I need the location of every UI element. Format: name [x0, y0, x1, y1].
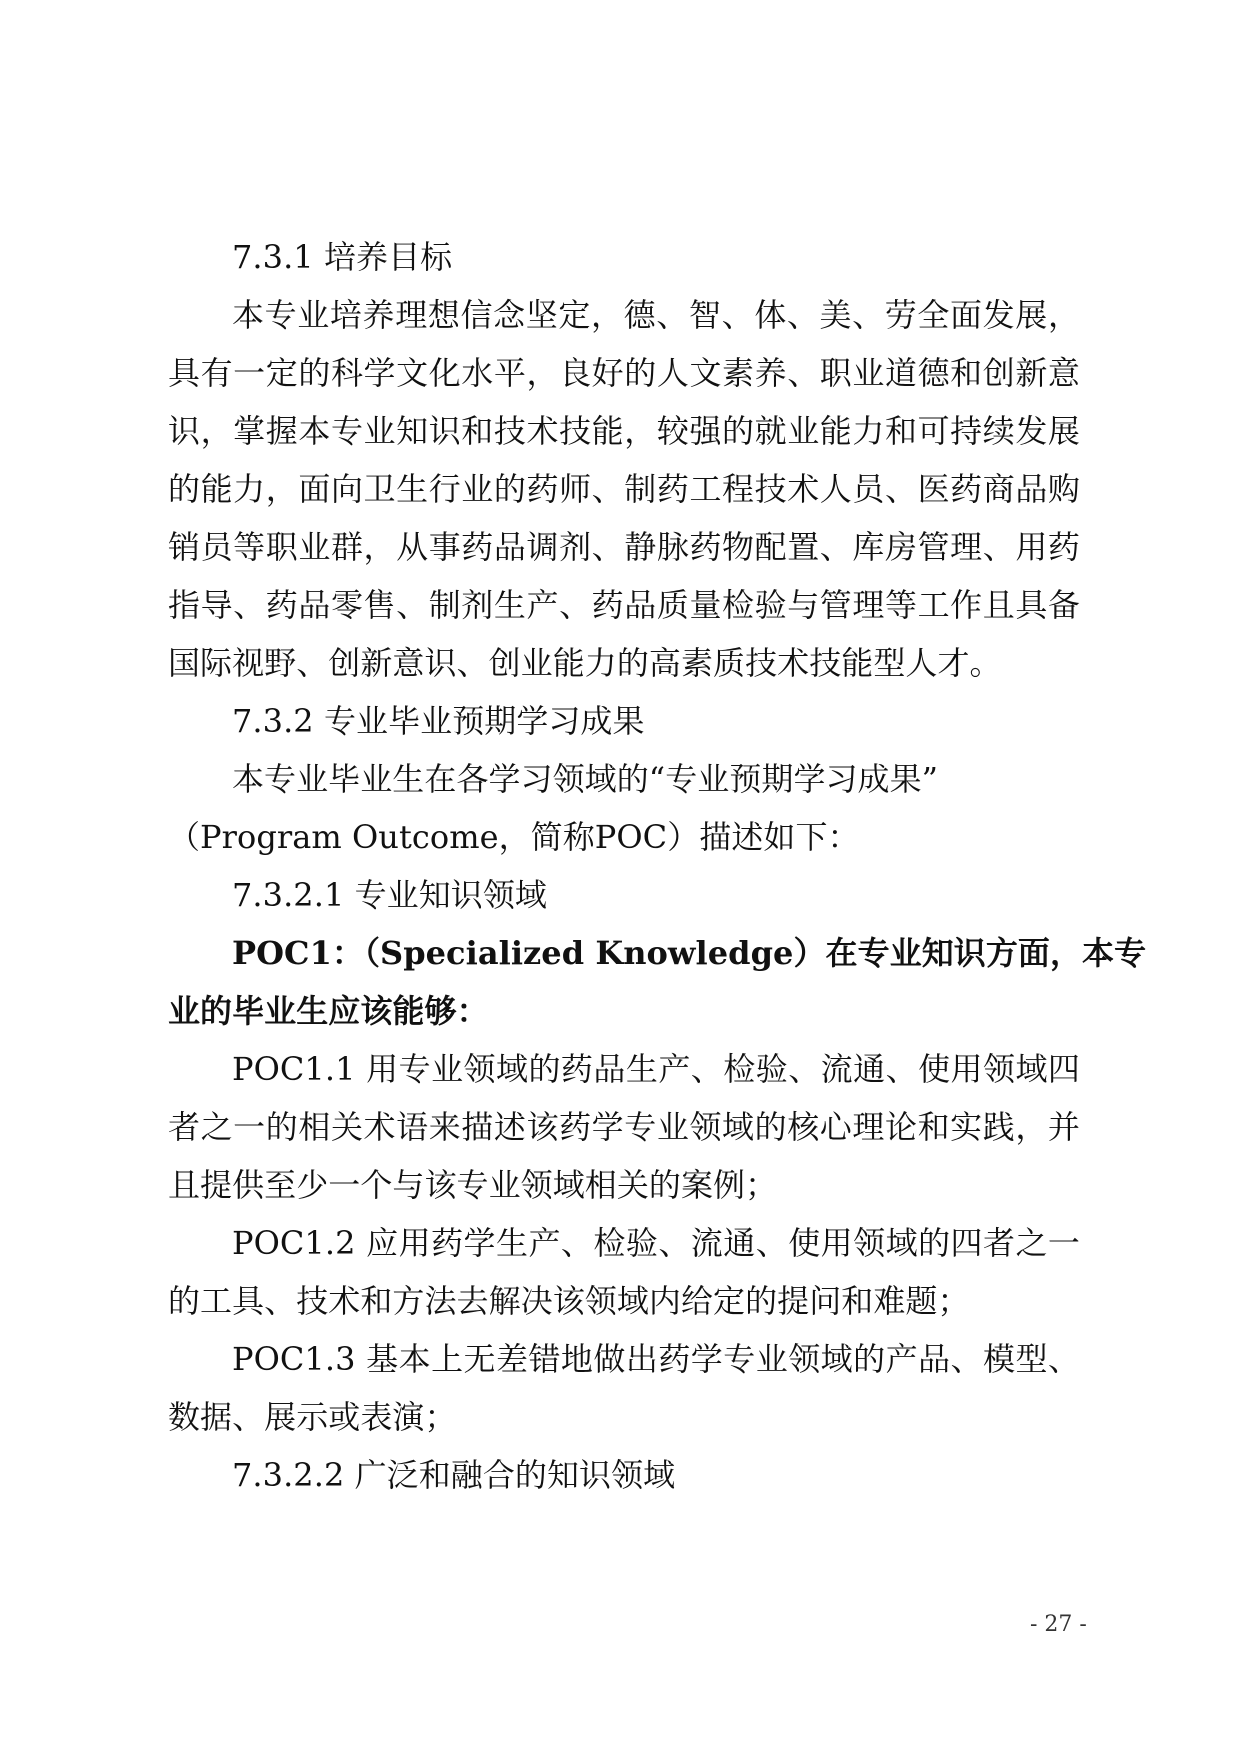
paragraph-line: 识，掌握本专业知识和技术技能，较强的就业能力和可持续发展	[168, 412, 1080, 450]
poc1-heading: POC1：（Specialized Knowledge）在专业知识方面，本专	[232, 934, 1147, 972]
paragraph-line: 国际视野、创新意识、创业能力的高素质技术技能型人才。	[168, 644, 1002, 682]
paragraph-line: 本专业培养理想信念坚定，德、智、体、美、劳全面发展，	[232, 296, 1080, 334]
paragraph-line: 销员等职业群，从事药品调剂、静脉药物配置、库房管理、用药	[168, 528, 1080, 566]
heading-7-3-2: 7.3.2 专业毕业预期学习成果	[232, 702, 645, 740]
paragraph-line: 的能力，面向卫生行业的药师、制药工程技术人员、医药商品购	[168, 470, 1080, 508]
poc1-1-item: 者之一的相关术语来描述该药学专业领域的核心理论和实践，并	[168, 1108, 1080, 1146]
poc1-1-item: POC1.1 用专业领域的药品生产、检验、流通、使用领域四	[232, 1050, 1080, 1088]
heading-7-3-2-1: 7.3.2.1 专业知识领域	[232, 876, 547, 914]
page-number: - 27 -	[1030, 1612, 1087, 1637]
poc1-2-item: 的工具、技术和方法去解决该领域内给定的提问和难题；	[168, 1282, 970, 1320]
paragraph-line: 具有一定的科学文化水平，良好的人文素养、职业道德和创新意	[168, 354, 1080, 392]
paragraph-line: 本专业毕业生在各学习领域的“专业预期学习成果”	[232, 760, 939, 798]
poc1-3-item: 数据、展示或表演；	[168, 1398, 457, 1436]
poc1-1-item: 且提供至少一个与该专业领域相关的案例；	[168, 1166, 778, 1204]
poc1-heading: 业的毕业生应该能够：	[168, 992, 489, 1030]
paragraph-line: 指导、药品零售、制剂生产、药品质量检验与管理等工作且具备	[168, 586, 1080, 624]
poc1-2-item: POC1.2 应用药学生产、检验、流通、使用领域的四者之一	[232, 1224, 1080, 1262]
heading-7-3-2-2: 7.3.2.2 广泛和融合的知识领域	[232, 1456, 676, 1494]
paragraph-line: （Program Outcome，简称POC）描述如下：	[168, 818, 860, 856]
heading-7-3-1: 7.3.1 培养目标	[232, 238, 453, 276]
poc1-3-item: POC1.3 基本上无差错地做出药学专业领域的产品、模型、	[232, 1340, 1080, 1378]
